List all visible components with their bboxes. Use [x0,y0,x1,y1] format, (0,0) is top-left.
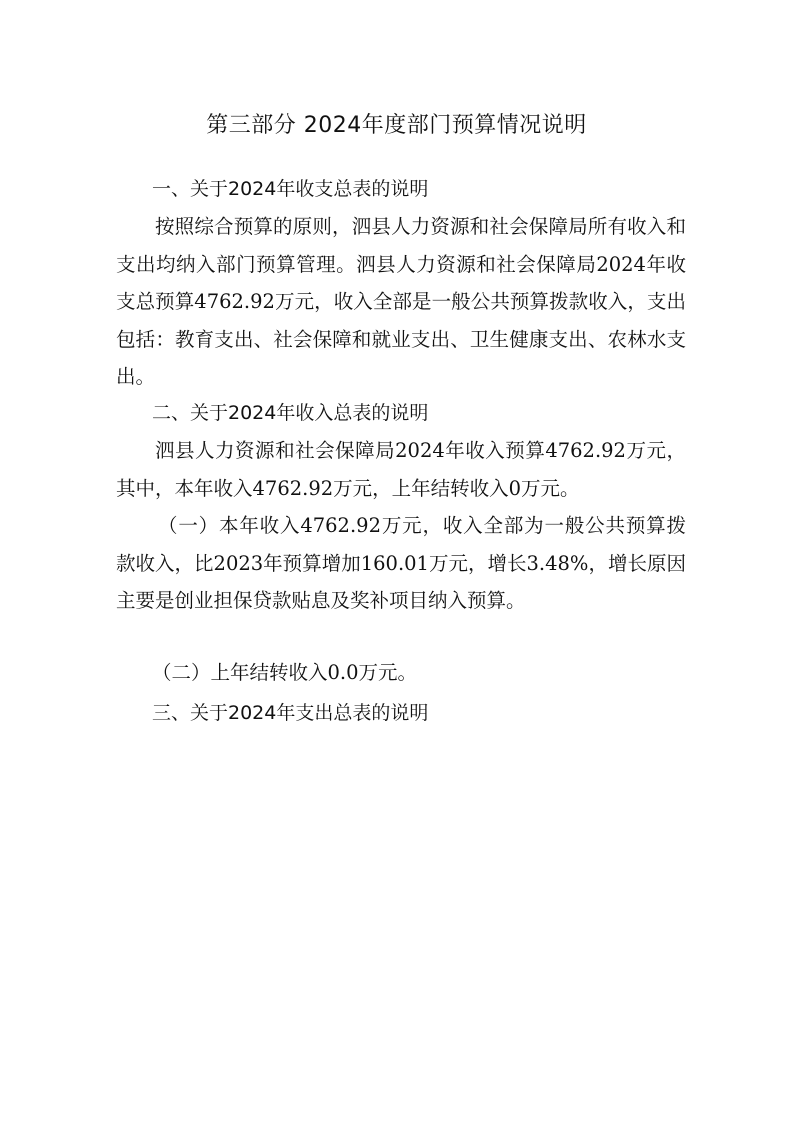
section-heading-1: 一、关于2024年收支总表的说明 [152,178,429,200]
section-1-paragraph: 按照综合预算的原则，泗县人力资源和社会保障局所有收入和支出均纳入部门预算管理。泗县人力资源和社会保障局2024年收支总预算4762.92万元，收入全部是一般公共预算拨款收入，支出包括：教育支出、社会保障和就业支出、卫生健康支出、农林水支出。 [116,215,686,388]
section-2-item-2: （二）上年结转收入0.0万元。 [152,661,418,684]
section-2-paragraph: 泗县人力资源和社会保障局2024年收入预算4762.92万元，其中，本年收入4762.92万元，上年结转收入0万元。 [116,439,686,500]
section-2-item-1: （一）本年收入4762.92万元，收入全部为一般公共预算拨款收入，比2023年预算增加160.01万元，增长3.48%，增长原因主要是创业担保贷款贴息及奖补项目纳入预算。 [116,514,686,612]
page-title: 第三部分 2024年度部门预算情况说明 [206,113,587,138]
section-heading-3: 三、关于2024年支出总表的说明 [152,702,429,724]
section-heading-2: 二、关于2024年收入总表的说明 [152,402,429,424]
